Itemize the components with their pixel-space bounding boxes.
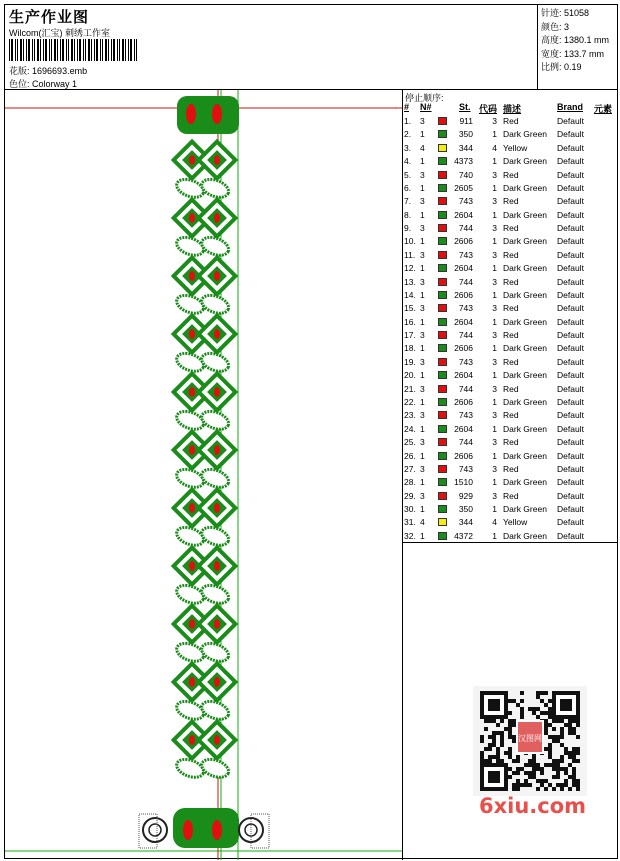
row-needle: 3	[420, 116, 425, 126]
row-brand: Default	[557, 356, 584, 367]
row-stitches: 2604	[454, 263, 473, 274]
qr-code-icon	[473, 686, 587, 796]
row-description: Dark Green	[503, 209, 547, 220]
table-row	[403, 409, 617, 422]
row-code: 3	[492, 169, 497, 180]
row-brand: Default	[557, 530, 584, 541]
row-needle: 1	[420, 450, 425, 461]
color-swatch	[438, 237, 447, 245]
row-description: Red	[503, 383, 519, 394]
row-brand: Default	[557, 156, 584, 167]
row-needle: 3	[420, 223, 425, 234]
row-index: 17.	[404, 330, 416, 341]
color-swatch	[438, 144, 447, 152]
row-stitches: 740	[458, 169, 473, 180]
row-description: Dark Green	[503, 396, 547, 407]
row-description: Dark Green	[503, 530, 547, 541]
row-description: Dark Green	[503, 129, 547, 140]
header-panel	[5, 5, 538, 90]
table-row	[403, 530, 617, 543]
row-brand: Default	[557, 116, 584, 126]
color-swatch	[438, 251, 447, 259]
row-index: 30.	[404, 504, 416, 515]
color-swatch	[438, 171, 447, 179]
colorway-label: 色位:	[9, 79, 30, 89]
table-row	[403, 463, 617, 476]
row-brand: Default	[557, 142, 584, 153]
color-swatch	[438, 197, 447, 205]
row-description: Yellow	[503, 517, 528, 528]
color-swatch	[438, 371, 447, 379]
colorway-value: Colorway 1	[32, 79, 78, 89]
table-row	[403, 316, 617, 329]
row-needle: 1	[420, 396, 425, 407]
table-row	[403, 276, 617, 289]
row-stitches: 344	[458, 517, 473, 528]
col-header-idx: #	[404, 102, 410, 112]
table-row	[403, 476, 617, 489]
row-code: 1	[492, 316, 497, 327]
table-row	[403, 142, 617, 155]
col-header-code: 代码	[479, 104, 498, 114]
row-brand: Default	[557, 249, 584, 260]
row-stitches: 4372	[454, 530, 473, 541]
row-needle: 1	[420, 370, 425, 381]
row-code: 4	[492, 142, 497, 153]
row-description: Dark Green	[503, 343, 547, 354]
row-needle: 1	[420, 209, 425, 220]
row-description: Yellow	[503, 142, 528, 153]
row-index: 9.	[404, 223, 412, 234]
row-needle: 3	[420, 490, 425, 501]
color-swatch	[438, 478, 447, 486]
table-row	[403, 383, 617, 396]
table-row	[403, 356, 617, 369]
row-stitches: 1510	[454, 477, 473, 488]
row-brand: Default	[557, 477, 584, 488]
color-swatch	[438, 130, 447, 138]
row-index: 20.	[404, 370, 416, 381]
row-description: Red	[503, 303, 519, 314]
row-description: Dark Green	[503, 316, 547, 327]
table-row	[403, 329, 617, 342]
row-brand: Default	[557, 196, 584, 207]
table-row	[403, 262, 617, 275]
row-stitches: 350	[458, 504, 473, 515]
color-swatch	[438, 224, 447, 232]
row-needle: 3	[420, 410, 425, 421]
design-label: 花版:	[9, 66, 30, 76]
row-needle: 3	[420, 249, 425, 260]
row-code: 1	[492, 156, 497, 167]
row-brand: Default	[557, 450, 584, 461]
row-code: 3	[492, 196, 497, 207]
row-brand: Default	[557, 517, 584, 528]
row-description: Red	[503, 223, 519, 234]
stat-width: 宽度: 133.7 mm	[541, 48, 605, 59]
row-brand: Default	[557, 209, 584, 220]
row-index: 5.	[404, 169, 412, 180]
color-swatch	[438, 438, 447, 446]
row-brand: Default	[557, 330, 584, 341]
row-stitches: 743	[458, 410, 473, 421]
color-swatch	[438, 318, 447, 326]
row-needle: 1	[420, 289, 425, 300]
col-header-elem: 元素	[594, 104, 613, 114]
production-worksheet	[4, 4, 618, 859]
color-swatch	[438, 278, 447, 286]
embroidery-preview	[5, 90, 403, 860]
row-index: 19.	[404, 356, 416, 367]
row-brand: Default	[557, 303, 584, 314]
design-file	[9, 64, 87, 77]
row-brand: Default	[557, 129, 584, 140]
row-index: 14.	[404, 289, 416, 300]
row-code: 3	[492, 330, 497, 341]
row-index: 15.	[404, 303, 416, 314]
row-code: 3	[492, 116, 497, 126]
row-brand: Default	[557, 223, 584, 234]
row-needle: 3	[420, 330, 425, 341]
col-header-n: N#	[420, 102, 432, 112]
row-needle: 3	[420, 196, 425, 207]
table-row	[403, 249, 617, 262]
row-index: 1.	[404, 116, 412, 126]
row-brand: Default	[557, 396, 584, 407]
row-needle: 1	[420, 477, 425, 488]
row-needle: 3	[420, 169, 425, 180]
row-stitches: 744	[458, 330, 473, 341]
row-description: Dark Green	[503, 423, 547, 434]
row-description: Red	[503, 463, 519, 474]
table-row	[403, 450, 617, 463]
row-brand: Default	[557, 504, 584, 515]
row-description: Red	[503, 330, 519, 341]
row-brand: Default	[557, 316, 584, 327]
row-index: 3.	[404, 142, 412, 153]
row-stitches: 344	[458, 142, 473, 153]
row-stitches: 743	[458, 249, 473, 260]
motif-column	[139, 96, 269, 848]
row-stitches: 929	[458, 490, 473, 501]
row-description: Dark Green	[503, 504, 547, 515]
color-swatch	[438, 518, 447, 526]
row-code: 3	[492, 303, 497, 314]
row-index: 11.	[404, 249, 416, 260]
row-stitches: 4373	[454, 156, 473, 167]
row-description: Dark Green	[503, 450, 547, 461]
row-code: 1	[492, 209, 497, 220]
watermark-logo: 6xiu.com	[479, 794, 587, 818]
row-description: Dark Green	[503, 289, 547, 300]
row-stitches: 2604	[454, 209, 473, 220]
row-needle: 4	[420, 517, 425, 528]
row-stitches: 2606	[454, 289, 473, 300]
row-needle: 1	[420, 236, 425, 247]
row-needle: 1	[420, 156, 425, 167]
row-index: 12.	[404, 263, 416, 274]
color-swatch	[438, 344, 447, 352]
color-swatch	[438, 532, 447, 540]
row-description: Red	[503, 249, 519, 260]
row-code: 3	[492, 437, 497, 448]
row-description: Red	[503, 356, 519, 367]
colorway	[9, 77, 77, 90]
row-code: 1	[492, 263, 497, 274]
row-code: 3	[492, 383, 497, 394]
table-row	[403, 396, 617, 409]
row-index: 22.	[404, 396, 416, 407]
row-brand: Default	[557, 343, 584, 354]
row-code: 1	[492, 504, 497, 515]
table-row	[403, 128, 617, 141]
row-index: 10.	[404, 236, 416, 247]
row-index: 28.	[404, 477, 416, 488]
row-needle: 1	[420, 263, 425, 274]
row-brand: Default	[557, 236, 584, 247]
table-row	[403, 342, 617, 355]
color-swatch	[438, 492, 447, 500]
row-needle: 1	[420, 530, 425, 541]
arrow-icon: →	[391, 104, 398, 111]
row-index: 7.	[404, 196, 412, 207]
row-description: Dark Green	[503, 156, 547, 167]
row-stitches: 744	[458, 276, 473, 287]
row-description: Red	[503, 410, 519, 421]
row-brand: Default	[557, 182, 584, 193]
col-header-brand: Brand	[557, 102, 584, 112]
table-row	[403, 490, 617, 503]
row-needle: 4	[420, 142, 425, 153]
row-brand: Default	[557, 437, 584, 448]
color-swatch	[438, 452, 447, 460]
row-code: 3	[492, 276, 497, 287]
color-swatch	[438, 358, 447, 366]
row-code: 1	[492, 530, 497, 541]
color-swatch	[438, 385, 447, 393]
row-brand: Default	[557, 490, 584, 501]
row-code: 4	[492, 517, 497, 528]
row-needle: 1	[420, 504, 425, 515]
row-description: Dark Green	[503, 477, 547, 488]
page-title: 生产作业图	[9, 9, 90, 26]
row-stitches: 743	[458, 196, 473, 207]
table-row	[403, 209, 617, 222]
row-brand: Default	[557, 463, 584, 474]
row-stitches: 744	[458, 383, 473, 394]
color-swatch	[438, 398, 447, 406]
color-swatch	[438, 157, 447, 165]
stats-panel	[538, 5, 617, 90]
row-stitches: 911	[459, 116, 473, 126]
color-swatch	[438, 505, 447, 513]
row-code: 1	[492, 236, 497, 247]
row-stitches: 2604	[454, 316, 473, 327]
row-needle: 1	[420, 129, 425, 140]
table-row	[403, 169, 617, 182]
row-stitches: 744	[458, 437, 473, 448]
row-index: 18.	[404, 343, 416, 354]
row-code: 1	[492, 370, 497, 381]
row-needle: 3	[420, 303, 425, 314]
row-stitches: 2606	[454, 236, 473, 247]
row-index: 31.	[404, 517, 416, 528]
row-stitches: 743	[458, 356, 473, 367]
stat-colors: 颜色: 3	[541, 21, 570, 32]
row-index: 2.	[404, 129, 412, 140]
color-swatch	[438, 425, 447, 433]
row-stitches: 2604	[454, 370, 473, 381]
table-row	[403, 182, 617, 195]
table-row	[403, 516, 617, 529]
qr-stamp-text: 汉图网	[518, 734, 542, 743]
row-stitches: 2605	[454, 182, 473, 193]
row-code: 1	[492, 129, 497, 140]
row-stitches: 2604	[454, 423, 473, 434]
row-index: 24.	[404, 423, 416, 434]
row-stitches: 743	[458, 463, 473, 474]
row-index: 25.	[404, 437, 416, 448]
stat-stitches: 针迹: 51058	[541, 8, 590, 18]
color-swatch	[438, 264, 447, 272]
row-stitches: 2606	[454, 450, 473, 461]
row-index: 29.	[404, 490, 416, 501]
row-code: 1	[492, 423, 497, 434]
row-code: 3	[492, 356, 497, 367]
row-stitches: 744	[458, 223, 473, 234]
row-index: 26.	[404, 450, 416, 461]
row-index: 27.	[404, 463, 416, 474]
row-code: 3	[492, 463, 497, 474]
table-row	[403, 423, 617, 436]
color-swatch	[438, 465, 447, 473]
table-title: 停止顺序:	[405, 93, 444, 103]
row-index: 6.	[404, 182, 412, 193]
design-value: 1696693.emb	[32, 66, 88, 76]
row-description: Red	[503, 490, 519, 501]
row-brand: Default	[557, 276, 584, 287]
row-brand: Default	[557, 169, 584, 180]
row-description: Dark Green	[503, 182, 547, 193]
row-description: Dark Green	[503, 263, 547, 274]
row-description: Red	[503, 116, 519, 126]
table-row	[403, 369, 617, 382]
row-code: 1	[492, 289, 497, 300]
color-swatch	[438, 211, 447, 219]
stop-sequence-table	[403, 90, 617, 543]
color-swatch	[438, 117, 447, 125]
row-stitches: 350	[458, 129, 473, 140]
barcode-icon	[9, 39, 141, 61]
row-index: 13.	[404, 276, 416, 287]
row-index: 4.	[404, 156, 412, 167]
row-brand: Default	[557, 289, 584, 300]
row-needle: 3	[420, 356, 425, 367]
row-description: Red	[503, 276, 519, 287]
row-description: Dark Green	[503, 236, 547, 247]
table-row	[403, 302, 617, 315]
table-row	[403, 436, 617, 449]
row-code: 1	[492, 182, 497, 193]
color-swatch	[438, 291, 447, 299]
row-code: 1	[492, 450, 497, 461]
row-index: 21.	[404, 383, 416, 394]
row-code: 1	[492, 477, 497, 488]
row-brand: Default	[557, 423, 584, 434]
row-description: Red	[503, 196, 519, 207]
row-code: 1	[492, 396, 497, 407]
row-index: 23.	[404, 410, 416, 421]
row-brand: Default	[557, 383, 584, 394]
row-needle: 3	[420, 437, 425, 448]
row-stitches: 2606	[454, 396, 473, 407]
row-needle: 1	[420, 423, 425, 434]
design-preview	[5, 90, 403, 860]
row-code: 3	[492, 410, 497, 421]
row-needle: 3	[420, 276, 425, 287]
color-swatch	[438, 304, 447, 312]
table-row	[403, 289, 617, 302]
row-code: 3	[492, 223, 497, 234]
row-needle: 1	[420, 316, 425, 327]
row-needle: 1	[420, 343, 425, 354]
row-brand: Default	[557, 263, 584, 274]
col-header-desc: 描述	[503, 104, 522, 114]
table-row	[403, 115, 617, 128]
row-needle: 3	[420, 463, 425, 474]
table-row	[403, 503, 617, 516]
row-stitches: 743	[458, 303, 473, 314]
row-code: 1	[492, 343, 497, 354]
color-swatch	[438, 411, 447, 419]
row-needle: 3	[420, 383, 425, 394]
row-brand: Default	[557, 410, 584, 421]
row-code: 3	[492, 490, 497, 501]
stat-height: 高度: 1380.1 mm	[541, 35, 610, 45]
table-row	[403, 222, 617, 235]
row-description: Red	[503, 169, 519, 180]
table-row	[403, 195, 617, 208]
row-index: 8.	[404, 209, 412, 220]
row-index: 32.	[404, 530, 416, 541]
color-swatch	[438, 184, 447, 192]
software-name: Wilcom(汇宝) 刺绣工作室	[9, 28, 110, 38]
row-code: 3	[492, 249, 497, 260]
color-swatch	[438, 331, 447, 339]
row-stitches: 2606	[454, 343, 473, 354]
stat-scale: 比例: 0.19	[541, 62, 582, 72]
row-brand: Default	[557, 370, 584, 381]
row-description: Red	[503, 437, 519, 448]
table-row	[403, 155, 617, 168]
table-row	[403, 235, 617, 248]
row-needle: 1	[420, 182, 425, 193]
col-header-st: St.	[459, 102, 471, 112]
row-index: 16.	[404, 316, 416, 327]
row-description: Dark Green	[503, 370, 547, 381]
